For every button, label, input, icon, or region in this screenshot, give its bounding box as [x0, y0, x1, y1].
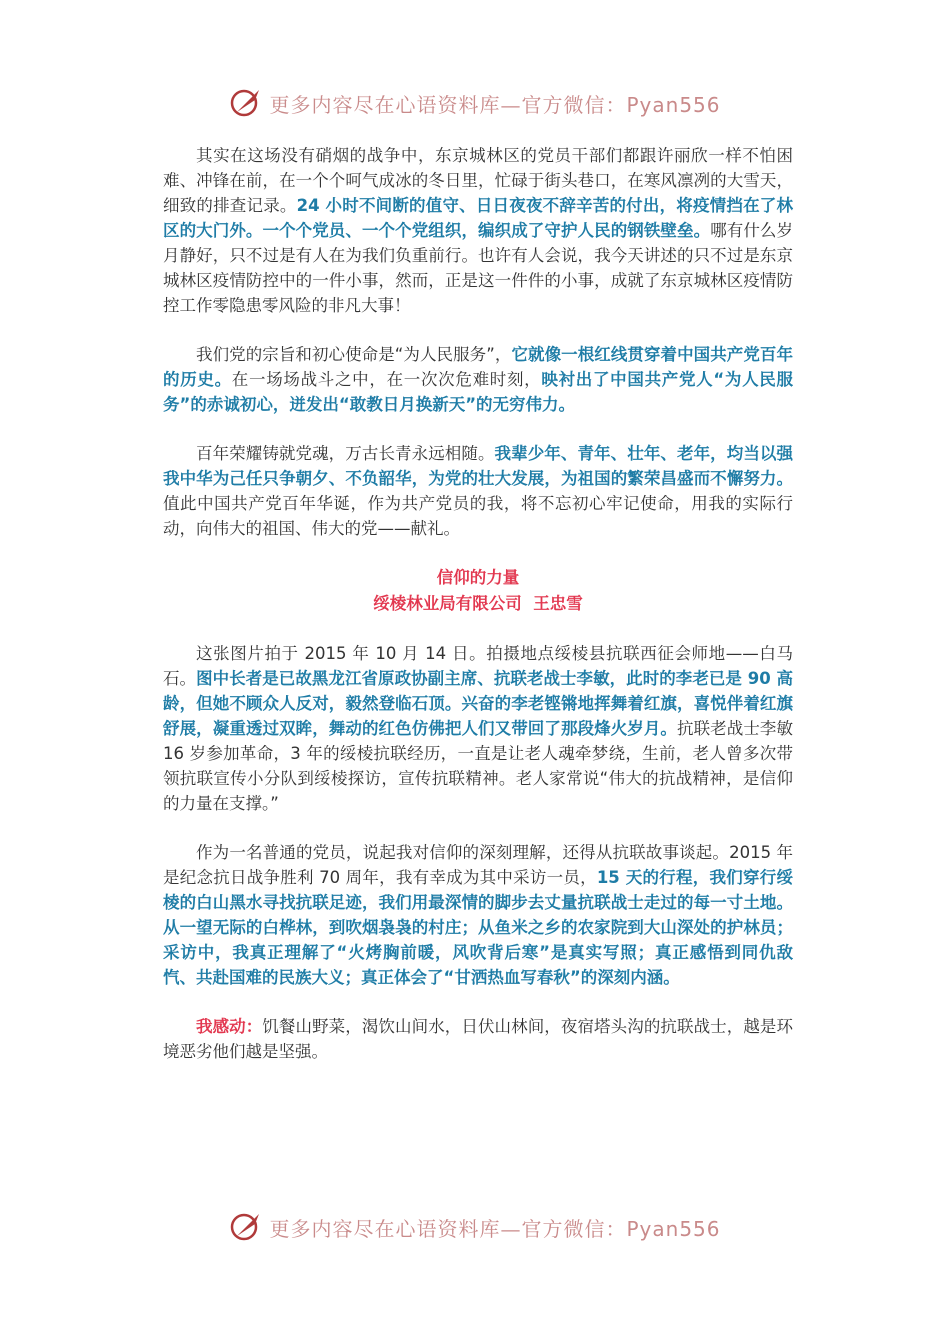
quill-logo-icon — [229, 1210, 263, 1244]
paragraph-1: 其实在这场没有硝烟的战争中，东京城林区的党员干部们都跟许丽欣一样不怕困难、冲锋在前，在一个个呵气成冰的冬日里，忙碌于街头巷口，在寒风凛冽的大雪天，细致的排查记录。24 小时不间断的值守、日日夜夜不辞辛苦的付出，将疫情挡在了林区的大门外。一个个党员、一个个党组织，编织成了守护人民的钢铁壁垒。哪有什么岁月静好，只不过是有人在为我们负重前行。也许有人会说，我今天讲述的只不过是东京城林区疫情防控中的一件小事，然而，正是这一件件的小事，成就了东京城林区疫情防控工作零隐患零风险的非凡大事！ — [163, 146, 794, 315]
footer-wechat-id: Pyan556 — [626, 1216, 721, 1241]
page-footer-banner — [0, 1210, 950, 1244]
section-heading — [163, 565, 793, 617]
section-byline: 绥棱林业局有限公司 王忠雪 — [373, 594, 583, 613]
footer-banner-text: 更多内容尽在心语资料库—官方微信：Pyan556 — [269, 1216, 721, 1241]
document-body — [163, 143, 793, 1088]
paragraph-6: 我感动：饥餐山野菜，渴饮山间水，日伏山林间，夜宿塔头沟的抗联战士，越是环境恶劣他们越是坚强。 — [163, 1017, 794, 1061]
quill-logo-icon — [229, 86, 263, 120]
header-banner-text: 更多内容尽在心语资料库—官方微信：Pyan556 — [269, 92, 721, 117]
header-wechat-id: Pyan556 — [626, 92, 721, 117]
page-header-banner — [0, 86, 950, 120]
paragraph-4: 这张图片拍于 2015 年 10 月 14 日。拍摄地点绥棱县抗联西征会师地——白马石。图中长者是已故黑龙江省原政协副主席、抗联老战士李敏，此时的李老已是 90 高龄，但她不顾众人反对，毅然登临石顶。兴奋的李老铿锵地挥舞着红旗，喜悦伴着红旗舒展，凝重透过双眸，舞动的红色仿佛把人们又带回了那段烽火岁月。抗联老战士李敏 16 岁参加革命，3 年的绥棱抗联经历，一直是让老人魂牵梦绕，生前，老人曾多次带领抗联宣传小分队到绥棱探访，宣传抗联精神。老人家常说“伟大的抗战精神，是信仰的力量在支撑。” — [163, 644, 794, 813]
paragraph-5: 作为一名普通的党员，说起我对信仰的深刻理解，还得从抗联故事谈起。2015 年是纪念抗日战争胜利 70 周年，我有幸成为其中采访一员，15 天的行程，我们穿行绥棱的白山黑水寻找抗联足迹，我们用最深情的脚步去丈量抗联战士走过的每一寸土地。从一望无际的白桦林，到吹烟袅袅的村庄；从鱼米之乡的农家院到大山深处的护林员；采访中，我真正理解了“火烤胸前暖，风吹背后寒”是真实写照；真正感悟到同仇敌忾、共赴国难的民族大义；真正体会了“甘洒热血写春秋”的深刻内涵。 — [163, 843, 793, 987]
paragraph-3: 百年荣耀铸就党魂，万古长青永远相随。我辈少年、青年、壮年、老年，均当以强我中华为己任只争朝夕、不负韶华，为党的壮大发展，为祖国的繁荣昌盛而不懈努力。值此中国共产党百年华诞，作为共产党员的我，将不忘初心牢记使命，用我的实际行动，向伟大的祖国、伟大的党——献礼。 — [163, 444, 794, 538]
emphasis-label: 我感动： — [196, 1017, 263, 1036]
section-title: 信仰的力量 — [436, 568, 520, 587]
paragraph-2: 我们党的宗旨和初心使命是“为人民服务”，它就像一根红线贯穿着中国共产党百年的历史。在一场场战斗之中，在一次次危难时刻，映衬出了中国共产党人“为人民服务”的赤诚初心，迸发出“敢教日月换新天”的无穷伟力。 — [163, 345, 793, 414]
